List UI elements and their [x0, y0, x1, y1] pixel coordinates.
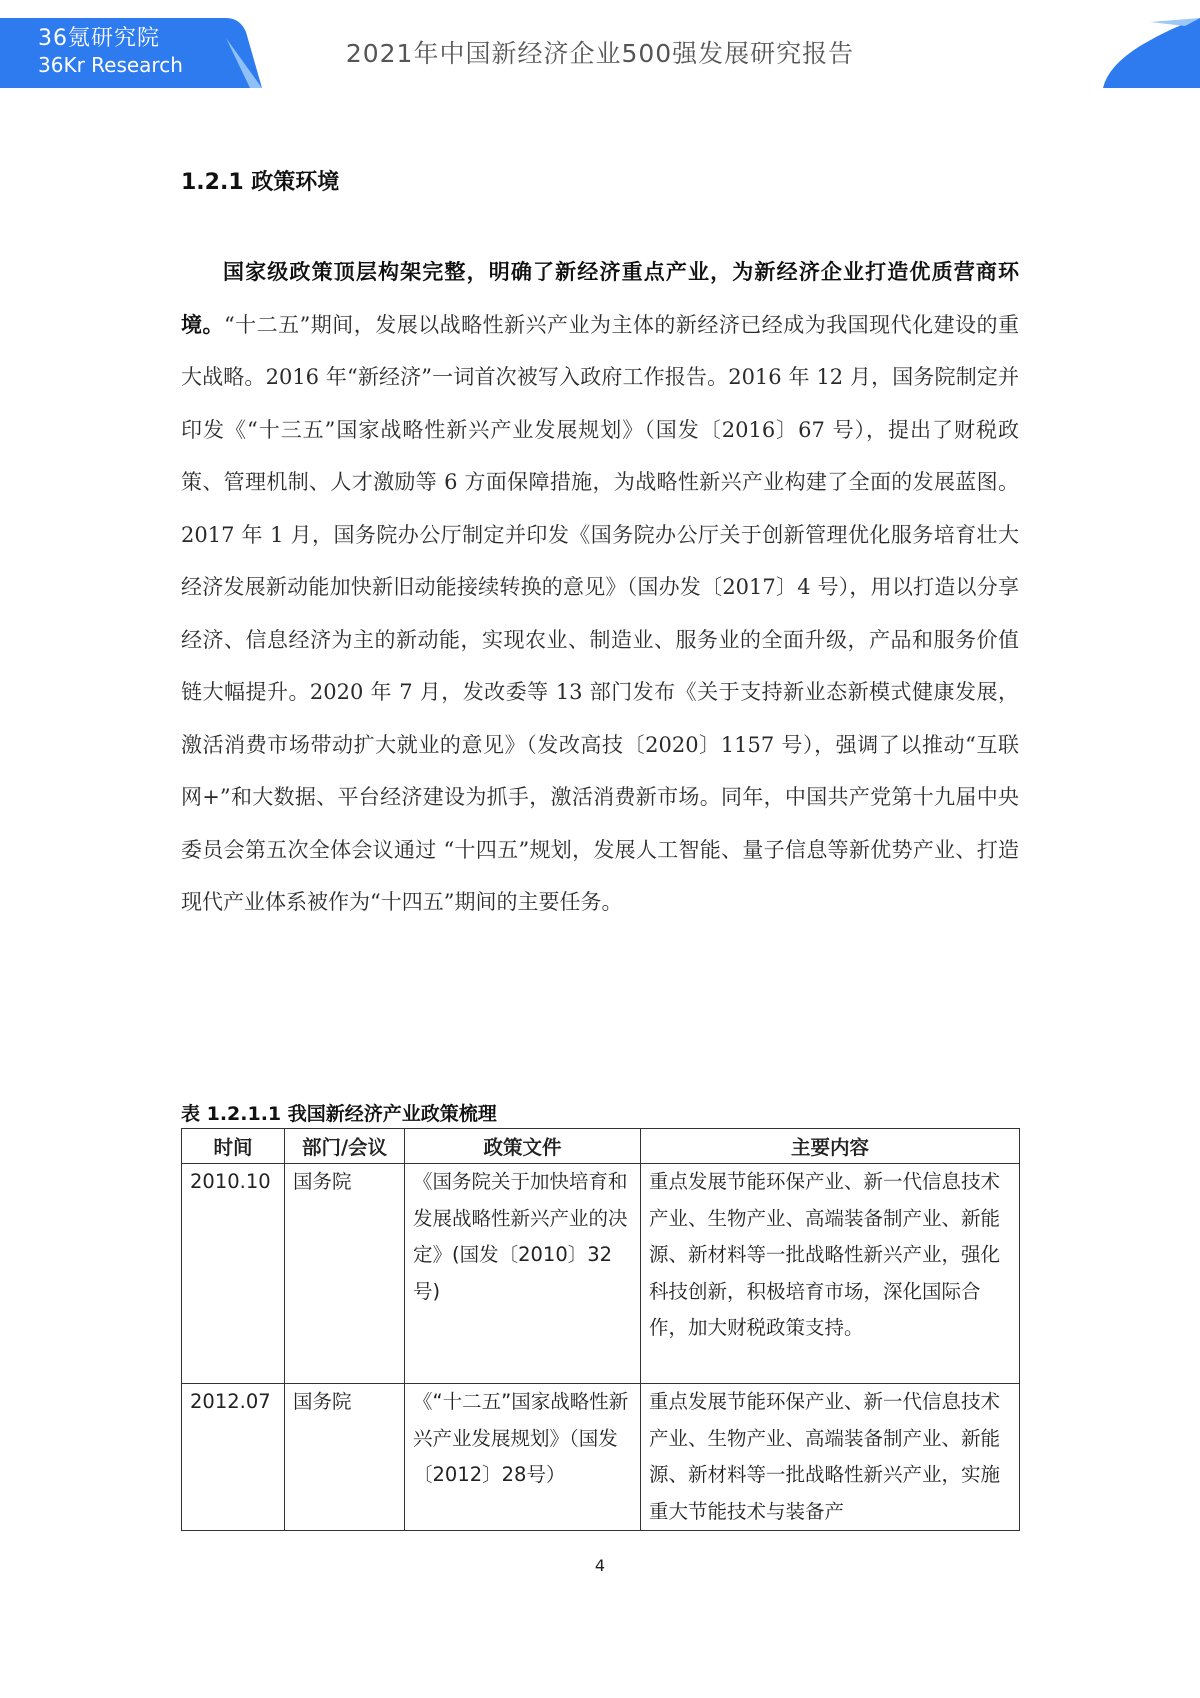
section-heading: 1.2.1 政策环境 — [181, 170, 340, 195]
column-header-content: 主要内容 — [641, 1129, 1020, 1164]
table-header-row — [182, 1129, 1020, 1164]
page-number: 4 — [594, 1556, 606, 1575]
page-header — [0, 0, 1200, 88]
column-header-dept: 部门/会议 — [285, 1129, 405, 1164]
brand-logo-en: 36Kr Research — [38, 53, 183, 77]
cell-content: 重点发展节能环保产业、新一代信息技术产业、生物产业、高端装备制产业、新能源、新材料等一批战略性新兴产业，实施重大节能技术与装备产 — [641, 1384, 1020, 1531]
policy-table — [181, 1128, 1020, 1531]
column-header-doc: 政策文件 — [405, 1129, 641, 1164]
report-title: 2021年中国新经济企业500强发展研究报告 — [345, 39, 855, 68]
table-caption: 表 1.2.1.1 我国新经济产业政策梳理 — [181, 1103, 497, 1125]
paragraph-body: “十二五”期间，发展以战略性新兴产业为主体的新经济已经成为我国现代化建设的重大战略。2016 年“新经济”一词首次被写入政府工作报告。2016 年 12 月，国务院制定并印发《“十三五”国家战略性新兴产业发展规划》（国发〔2016〕67 号），提出了财税政策、管理机制、人才激励等 6 方面保障措施，为战略性新兴产业构建了全面的发展蓝图。2017 年 1 月，国务院办公厅制定并印发《国务院办公厅关于创新管理优化服务培育壮大经济发展新动能加快新旧动能接续转换的意见》（国办发〔2017〕4 号），用以打造以分享经济、信息经济为主的新动能，实现农业、制造业、服务业的全面升级，产品和服务价值链大幅提升。2020 年 7 月，发改委等 13 部门发布《关于支持新业态新模式健康发展，激活消费市场带动扩大就业的意见》（发改高技〔2020〕1157 号），强调了以推动“互联网+”和大数据、平台经济建设为抓手，激活消费新市场。同年，中国共产党第十九届中央委员会第五次全体会议通过 “十四五”规划，发展人工智能、量子信息等新优势产业、打造现代产业体系被作为“十四五”期间的主要任务。 — [181, 312, 1020, 914]
table-row — [182, 1384, 1020, 1531]
cell-time: 2012.07 — [182, 1384, 285, 1531]
cell-content: 重点发展节能环保产业、新一代信息技术产业、生物产业、高端装备制产业、新能源、新材料等一批战略性新兴产业，强化科技创新，积极培育市场，深化国际合作，加大财税政策支持。 — [641, 1164, 1020, 1384]
cell-doc: 《“十二五”国家战略性新兴产业发展规划》（国发〔2012〕28号） — [405, 1384, 641, 1531]
paragraph-lead: 国家级政策顶层构架完整，明确了新经济重点产业，为新经济企业打造优质营商环境。 — [181, 259, 1019, 337]
column-header-time: 时间 — [182, 1129, 285, 1164]
policy-paragraph — [181, 246, 1019, 929]
cell-time: 2010.10 — [182, 1164, 285, 1384]
brand-logo-cn: 36氪研究院 — [38, 26, 160, 51]
cell-doc: 《国务院关于加快培育和发展战略性新兴产业的决定》(国发〔2010〕32号) — [405, 1164, 641, 1384]
table-row — [182, 1164, 1020, 1384]
cell-dept: 国务院 — [285, 1164, 405, 1384]
cell-dept: 国务院 — [285, 1384, 405, 1531]
